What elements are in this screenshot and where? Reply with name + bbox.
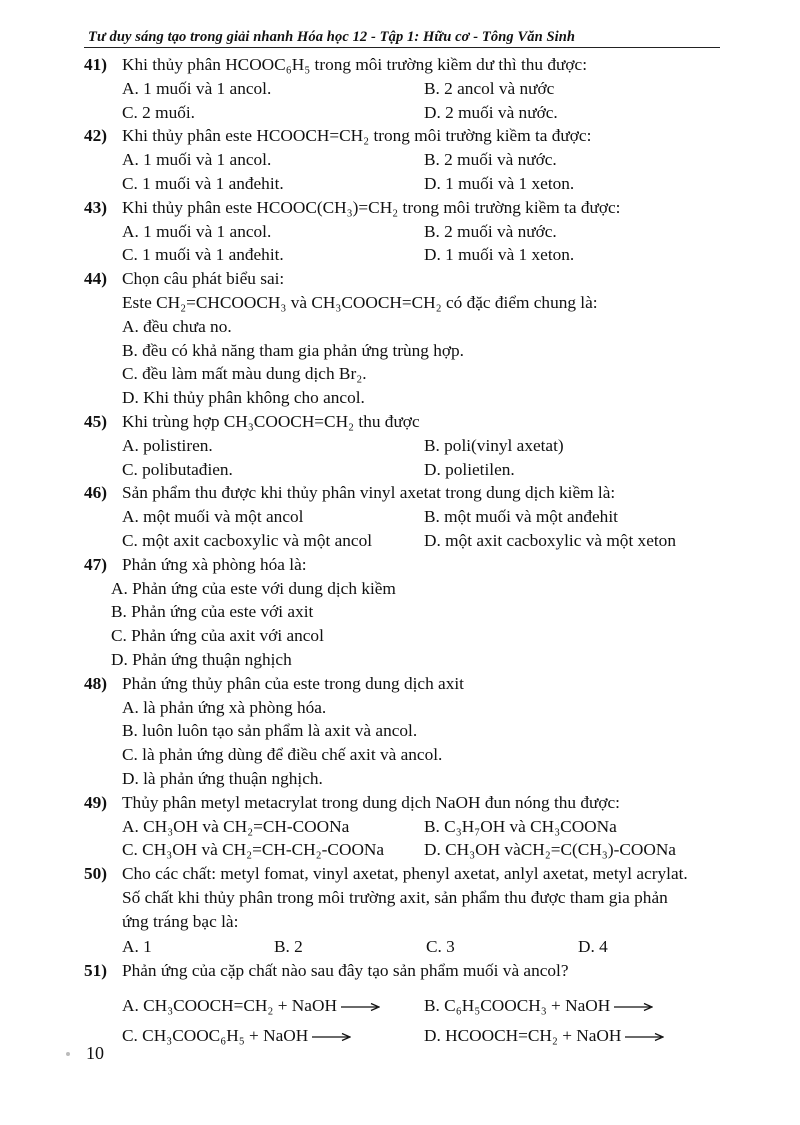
answer-option-a — [111, 577, 724, 601]
answer-option-text: B. 2 muối và nước. — [424, 221, 557, 241]
answer-option-b — [274, 935, 426, 959]
answer-options — [84, 220, 724, 268]
answer-option-text: C. 3 — [426, 937, 455, 957]
answer-option-text: C. 2 muối. — [122, 102, 195, 122]
answer-option-text: D. CH₃OH vàCH₂=C(CH₃)-COONa — [424, 840, 676, 860]
answer-option-text: B. C₃H₇OH và CH₃COONa — [424, 816, 617, 836]
answer-option-text: B. 2 muối và nước. — [424, 150, 557, 170]
answer-options — [84, 315, 724, 410]
question-stem: Phản ứng xà phòng hóa là: — [122, 554, 307, 574]
question-number: 46) — [84, 483, 108, 503]
answer-option-text: C. CH₃COOC₆H₅ + NaOH — [122, 1026, 309, 1046]
answer-option-text: A. Phản ứng của este với dung dịch kiềm — [111, 578, 396, 598]
question-number: 43) — [84, 197, 108, 217]
answer-option-d — [424, 101, 724, 125]
answer-option-text: D. polietilen. — [424, 459, 515, 479]
answer-option-text: B. 2 — [274, 937, 303, 957]
answer-option-text: A. 1 muối và 1 ancol. — [122, 150, 272, 170]
answer-option-b — [122, 339, 724, 363]
answer-option-c — [426, 935, 578, 959]
answer-option-c — [122, 101, 424, 125]
answer-option-c — [122, 243, 424, 267]
answer-option-text: B. C₆H₅COOCH₃ + NaOH — [424, 996, 611, 1016]
answer-option-a — [122, 434, 424, 458]
scan-dot — [66, 1052, 70, 1056]
answer-option-text: B. luôn luôn tạo sản phẩm là axit và ancol. — [122, 721, 418, 741]
answer-option-text: D. là phản ứng thuận nghịch. — [122, 768, 323, 788]
reaction-arrow-icon — [613, 1002, 653, 1012]
answer-options — [84, 696, 724, 791]
question-number: 49) — [84, 792, 108, 812]
answer-option-b — [424, 815, 724, 839]
answer-option-text: A. 1 muối và 1 ancol. — [122, 78, 272, 98]
answer-option-b — [424, 77, 724, 101]
page-number: 10 — [86, 1043, 104, 1063]
answer-option-text: B. poli(vinyl axetat) — [424, 435, 564, 455]
answer-option-text: C. là phản ứng dùng để điều chế axit và ancol. — [122, 745, 443, 765]
answer-option-d — [424, 838, 724, 862]
answer-option-b — [424, 148, 724, 172]
answer-option-d — [424, 172, 724, 196]
question-stem: Chọn câu phát biểu sai: — [122, 269, 285, 289]
question-48 — [84, 672, 724, 791]
answer-option-a — [122, 77, 424, 101]
answer-option-c — [122, 1021, 424, 1051]
answer-option-text: A. polistiren. — [122, 435, 213, 455]
answer-option-b — [424, 991, 724, 1021]
answer-option-d — [424, 529, 724, 553]
answer-option-text: A. CH₃COOCH=CH₂ + NaOH — [122, 996, 337, 1016]
answer-option-d — [122, 767, 724, 791]
question-stem-continued: ứng tráng bạc là: — [122, 911, 239, 931]
answer-options — [84, 991, 724, 1051]
answer-option-text: A. một muối và một ancol — [122, 507, 304, 527]
answer-option-text: D. 1 muối và 1 xeton. — [424, 245, 575, 265]
answer-options — [84, 148, 724, 196]
answer-option-text: D. Phản ứng thuận nghịch — [111, 649, 292, 669]
answer-option-text: A. là phản ứng xà phòng hóa. — [122, 697, 327, 717]
answer-option-c — [122, 458, 424, 482]
answer-option-b — [111, 600, 724, 624]
reaction-arrow-icon — [340, 1002, 380, 1012]
answer-option-c — [122, 838, 424, 862]
question-stem: Khi trùng hợp CH₃COOCH=CH₂ thu được — [122, 411, 420, 431]
answer-option-a — [122, 315, 724, 339]
answer-option-text: D. 4 — [578, 937, 608, 957]
question-44 — [84, 267, 724, 410]
answer-option-d — [424, 1021, 724, 1051]
answer-option-text: A. 1 muối và 1 ancol. — [122, 221, 272, 241]
answer-options — [84, 505, 724, 553]
question-stem-continued: Este CH₂=CHCOOCH₃ và CH₃COOCH=CH₂ có đặc điểm chung là: — [122, 292, 598, 312]
answer-option-a — [122, 148, 424, 172]
answer-option-b — [424, 220, 724, 244]
question-stem: Sản phẩm thu được khi thủy phân vinyl axetat trong dung dịch kiềm là: — [122, 483, 616, 503]
question-49 — [84, 791, 724, 862]
reaction-arrow-icon — [311, 1032, 351, 1042]
question-stem: Khi thủy phân este HCOOC(CH₃)=CH₂ trong môi trường kiềm ta được: — [122, 197, 621, 217]
answer-option-text: B. Phản ứng của este với axit — [111, 602, 314, 622]
question-stem: Khi thủy phân HCOOC₆H₅ trong môi trường kiềm dư thì thu được: — [122, 55, 587, 74]
answer-option-text: D. Khi thủy phân không cho ancol. — [122, 388, 365, 408]
question-stem-continued: Số chất khi thủy phân trong môi trường axit, sản phẩm thu được tham gia phản — [122, 887, 668, 907]
question-stem: Phản ứng thủy phân của este trong dung dịch axit — [122, 673, 464, 693]
answer-option-c — [122, 743, 724, 767]
answer-options — [84, 77, 724, 125]
answer-option-text: B. 2 ancol và nước — [424, 78, 555, 98]
answer-option-d — [111, 648, 724, 672]
answer-options — [84, 434, 724, 482]
answer-option-a — [122, 220, 424, 244]
answer-option-b — [424, 434, 724, 458]
answer-option-a — [122, 696, 724, 720]
answer-option-a — [122, 935, 274, 959]
answer-option-a — [122, 815, 424, 839]
answer-option-text: C. đều làm mất màu dung dịch Br₂. — [122, 364, 367, 384]
answer-option-text: B. đều có khả năng tham gia phản ứng trùng hợp. — [122, 340, 464, 360]
question-45 — [84, 410, 724, 481]
answer-option-a — [122, 991, 424, 1021]
answer-option-a — [122, 505, 424, 529]
question-42 — [84, 124, 724, 195]
header-divider — [84, 47, 720, 48]
question-51 — [84, 959, 724, 1051]
answer-option-text: D. HCOOCH=CH₂ + NaOH — [424, 1026, 622, 1046]
question-stem: Cho các chất: metyl fomat, vinyl axetat, phenyl axetat, anlyl axetat, metyl acrylat. — [122, 864, 688, 884]
question-47 — [84, 553, 724, 672]
answer-options — [84, 935, 724, 959]
answer-option-d — [578, 935, 718, 959]
question-50 — [84, 862, 724, 959]
answer-option-text: D. 2 muối và nước. — [424, 102, 558, 122]
question-number: 51) — [84, 961, 108, 981]
answer-option-c — [122, 529, 424, 553]
question-number: 48) — [84, 673, 108, 693]
answer-option-text: A. CH₃OH và CH₂=CH-COONa — [122, 816, 350, 836]
question-list — [84, 53, 724, 1051]
question-41 — [84, 53, 724, 124]
answer-option-d — [424, 458, 724, 482]
answer-option-text: C. 1 muối và 1 anđehit. — [122, 173, 284, 193]
question-number: 47) — [84, 554, 108, 574]
question-stem: Thủy phân metyl metacrylat trong dung dịch NaOH đun nóng thu được: — [122, 792, 620, 812]
answer-option-d — [424, 243, 724, 267]
question-number: 45) — [84, 411, 108, 431]
running-header: Tư duy sáng tạo trong giải nhanh Hóa học 12 - Tập 1: Hữu cơ - Tông Văn Sinh — [88, 29, 576, 45]
answer-options — [84, 577, 724, 672]
answer-option-c — [122, 172, 424, 196]
question-number: 50) — [84, 864, 108, 884]
answer-option-text: D. một axit cacboxylic và một xeton — [424, 530, 676, 550]
answer-option-d — [122, 386, 724, 410]
reaction-arrow-icon — [624, 1032, 664, 1042]
answer-option-text: C. 1 muối và 1 anđehit. — [122, 245, 284, 265]
question-number: 42) — [84, 126, 108, 146]
answer-option-text: B. một muối và một anđehit — [424, 507, 618, 527]
answer-option-text: C. CH₃OH và CH₂=CH-CH₂-COONa — [122, 840, 385, 860]
question-number: 41) — [84, 55, 108, 74]
answer-options — [84, 815, 724, 863]
question-stem: Phản ứng của cặp chất nào sau đây tạo sản phẩm muối và ancol? — [122, 961, 569, 981]
answer-option-text: A. 1 — [122, 937, 152, 957]
answer-option-text: C. polibutađien. — [122, 459, 233, 479]
answer-option-text: D. 1 muối và 1 xeton. — [424, 173, 575, 193]
answer-option-text: A. đều chưa no. — [122, 316, 232, 336]
answer-option-text: C. một axit cacboxylic và một ancol — [122, 530, 373, 550]
answer-option-c — [111, 624, 724, 648]
answer-option-c — [122, 362, 724, 386]
answer-option-b — [424, 505, 724, 529]
question-stem: Khi thủy phân este HCOOCH=CH₂ trong môi trường kiềm ta được: — [122, 126, 592, 146]
question-46 — [84, 481, 724, 552]
answer-option-text: C. Phản ứng của axit với ancol — [111, 626, 324, 646]
question-number: 44) — [84, 269, 108, 289]
question-43 — [84, 196, 724, 267]
answer-option-b — [122, 719, 724, 743]
